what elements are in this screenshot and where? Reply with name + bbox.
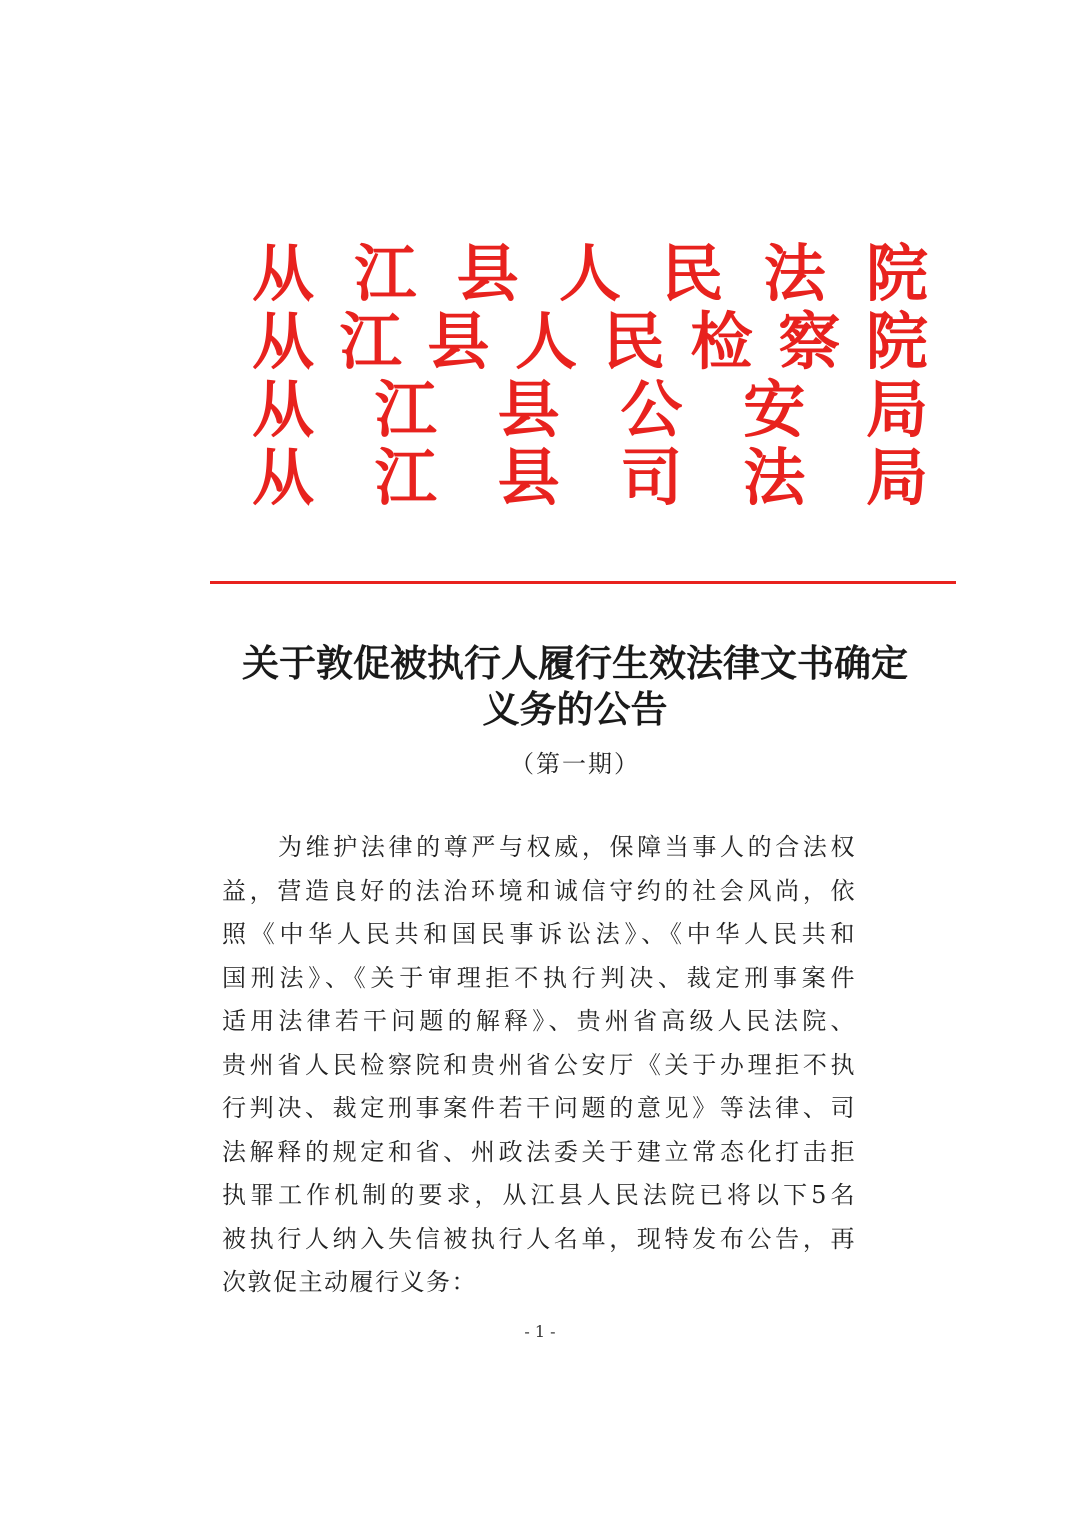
header-char: 局 (865, 373, 928, 446)
body-line: 法解释的规定和省、州政法委关于建立常态化打击拒 (222, 1137, 856, 1166)
page-number: - 1 - (524, 1322, 556, 1341)
header-char: 院 (865, 305, 928, 378)
document-title (150, 640, 1000, 732)
body-line: 贵州省人民检察院和贵州省公安厅《关于办理拒不执 (222, 1050, 856, 1079)
header-char: 县 (456, 237, 519, 310)
body-line: 照《中华人民共和国民事诉讼法》、《中华人民共和 (222, 920, 856, 948)
header-char: 人 (558, 237, 621, 310)
body-line: 为维护法律的尊严与权威，保障当事人的合法权 (278, 833, 856, 861)
header-char: 县 (497, 441, 560, 514)
header-char: 察 (778, 305, 841, 378)
header-char: 局 (865, 441, 928, 514)
header-char: 县 (427, 305, 490, 378)
title-line-2: 义务的公告 (482, 687, 668, 731)
header-char: 江 (354, 237, 417, 310)
header-char: 公 (620, 373, 683, 446)
body-line: 被执行人纳入失信被执行人名单，现特发布公告，再 (222, 1224, 856, 1253)
header-char: 江 (374, 441, 437, 514)
body-line: 益，营造良好的法治环境和诚信守约的社会风尚，依 (222, 876, 856, 905)
header-char: 院 (865, 237, 928, 310)
header-char: 从 (252, 305, 315, 378)
body-line: 次敦促主动履行义务： (222, 1268, 477, 1296)
header-char: 民 (661, 237, 724, 310)
header-char: 人 (515, 305, 578, 378)
body-line: 国刑法》、《关于审理拒不执行判决、裁定刑事案件 (222, 963, 856, 992)
header-char: 县 (497, 373, 560, 446)
header-char: 法 (743, 441, 806, 514)
header-char: 从 (252, 441, 315, 514)
header-char: 司 (620, 441, 683, 514)
announcement-body (222, 826, 856, 1305)
title-line-1: 关于敦促被执行人履行生效法律文书确定 (242, 641, 908, 685)
issue-number: （第一期） (510, 750, 640, 778)
header-char: 法 (763, 237, 826, 310)
header-char: 检 (690, 305, 753, 378)
header-row-court (252, 237, 928, 310)
header-row-public-security (252, 373, 928, 446)
body-line: 适用法律若干问题的解释》、贵州省高级人民法院、 (222, 1007, 856, 1035)
header-char: 江 (339, 305, 402, 378)
red-separator-line (210, 581, 956, 584)
header-char: 从 (252, 373, 315, 446)
issuing-authorities-header (252, 237, 928, 514)
header-char: 民 (602, 305, 665, 378)
header-row-procuratorate (252, 305, 928, 378)
body-line: 行判决、裁定刑事案件若干问题的意见》等法律、司 (222, 1094, 856, 1122)
header-char: 安 (743, 373, 806, 446)
header-char: 江 (374, 373, 437, 446)
body-line: 执罪工作机制的要求，从江县人民法院已将以下5名 (222, 1181, 856, 1209)
header-row-justice-bureau (252, 441, 928, 514)
header-char: 从 (252, 237, 315, 310)
